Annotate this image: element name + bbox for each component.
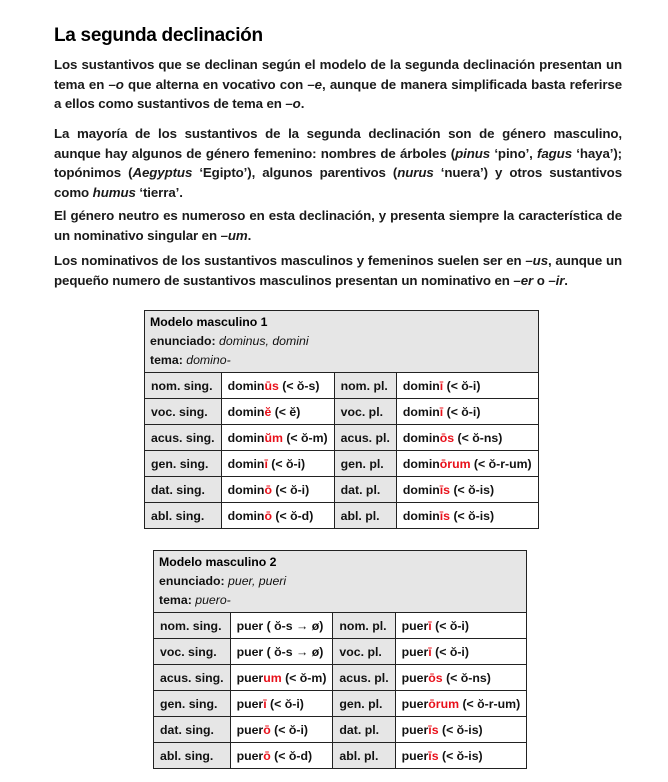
text-run: puer <box>236 722 264 737</box>
text-run: que alterna en vocativo con <box>123 76 308 92</box>
ending-highlight: īs <box>428 722 439 737</box>
case-label-plural: nom. pl. <box>334 373 396 399</box>
form-singular <box>221 373 334 399</box>
italic-term: humus <box>92 185 136 201</box>
form-plural <box>396 503 538 529</box>
form-singular <box>221 425 334 451</box>
text-run: domin <box>402 482 440 497</box>
model-heading: Modelo masculino 2 <box>159 555 277 569</box>
ending-highlight: ī <box>263 696 267 711</box>
text-run: (< ŏ-i) <box>270 722 308 737</box>
text-run: Los sustantivos que se declinan según el modelo de la segunda declinación presentan un tema en <box>54 57 622 92</box>
tema-label: tema: <box>159 593 192 607</box>
table-row <box>145 503 539 529</box>
table-row <box>154 691 527 717</box>
ending-highlight: ī <box>439 378 444 393</box>
form-singular <box>230 691 333 717</box>
text-run: (< ŏ-is) <box>450 482 495 497</box>
case-label-singular: dat. sing. <box>154 717 231 743</box>
text-run: puer <box>401 670 429 685</box>
table-header <box>154 551 527 613</box>
form-plural <box>396 451 538 477</box>
case-label-singular: acus. sing. <box>145 425 222 451</box>
case-label-plural: dat. pl. <box>333 717 395 743</box>
text-run: ‘pino’, <box>490 145 538 161</box>
form-singular <box>221 503 334 529</box>
text-run: domin <box>402 430 440 445</box>
text-run: puer <box>236 670 264 685</box>
italic-term: –e <box>307 76 322 92</box>
text-run: ‘tierra’. <box>135 185 183 201</box>
case-label-plural: voc. pl. <box>334 399 396 425</box>
ending-highlight: ī <box>428 644 432 659</box>
ending-highlight: ō <box>264 508 272 523</box>
ending-highlight: īs <box>428 748 439 763</box>
text-run: domin <box>227 508 265 523</box>
text-run: domin <box>227 456 265 471</box>
tema-value: puero- <box>195 593 231 607</box>
text-run: (< ŏ-m) <box>282 430 328 445</box>
text-run: puer <box>236 748 264 763</box>
case-label-plural: abl. pl. <box>334 503 396 529</box>
ending-highlight: ī <box>264 456 268 471</box>
table-row <box>145 373 539 399</box>
table-row <box>154 639 527 665</box>
table-row <box>154 613 527 639</box>
italic-term: –ir <box>548 272 565 288</box>
form-singular <box>230 639 333 665</box>
text-run: (< ŏ-s) <box>278 378 320 393</box>
table-row <box>154 665 527 691</box>
italic-term: nurus <box>397 165 434 181</box>
text-run: puer <box>401 696 429 711</box>
text-run: (< ŏ-is) <box>450 508 495 523</box>
ending-highlight: ŭm <box>264 430 283 445</box>
enunciado-line <box>150 332 532 351</box>
text-run: puer <box>401 722 429 737</box>
text-run: La mayoría de los sustantivos de la segunda declinación son de género masculino, aunque hay algunos de género femenino: nombres de árboles ( <box>54 126 622 161</box>
text-run: (< ŏ-r-um) <box>459 696 521 711</box>
tema-line <box>150 351 532 370</box>
text-run: domin <box>402 456 440 471</box>
text-run: (< ĕ) <box>271 404 301 419</box>
text-run: o <box>533 272 549 288</box>
case-label-singular: voc. sing. <box>154 639 231 665</box>
form-plural <box>395 717 527 743</box>
form-singular <box>221 399 334 425</box>
paragraph-nominatives <box>54 251 622 290</box>
text-run: domin <box>227 404 265 419</box>
case-label-plural: acus. pl. <box>333 665 395 691</box>
italic-term: –o <box>108 76 124 92</box>
ending-highlight: ūs <box>264 378 279 393</box>
tema-value: domino- <box>186 353 231 367</box>
case-label-singular: gen. sing. <box>145 451 222 477</box>
declension-table-model-1 <box>144 310 539 529</box>
form-plural <box>395 665 527 691</box>
form-plural <box>395 639 527 665</box>
text-run: domin <box>402 404 440 419</box>
case-label-plural: acus. pl. <box>334 425 396 451</box>
form-singular <box>230 717 333 743</box>
case-label-plural: voc. pl. <box>333 639 395 665</box>
case-label-plural: dat. pl. <box>334 477 396 503</box>
form-plural <box>395 613 527 639</box>
form-singular <box>230 613 333 639</box>
ending-highlight: ōs <box>439 430 455 445</box>
table-row <box>145 451 539 477</box>
table-header-row <box>145 311 539 373</box>
text-run: puer ( ŏ-s → ø) <box>236 618 324 633</box>
declension-table-model-2 <box>153 550 527 769</box>
text-run: . <box>247 227 252 243</box>
ending-highlight: ō <box>264 482 272 497</box>
case-label-singular: abl. sing. <box>154 743 231 769</box>
text-run: puer <box>401 618 429 633</box>
text-run: , aunque un pequeño numero de sustantivos masculinos presentan un nominativo en <box>54 253 622 288</box>
text-run: domin <box>227 482 265 497</box>
case-label-singular: dat. sing. <box>145 477 222 503</box>
text-run: . <box>564 272 568 288</box>
case-label-plural: gen. pl. <box>333 691 395 717</box>
text-run: (< ŏ-i) <box>443 404 481 419</box>
text-run: El género neutro es numeroso en esta declinación, y presenta siempre la característica de un nominativo singular en <box>54 208 622 243</box>
case-label-plural: nom. pl. <box>333 613 395 639</box>
italic-term: –um <box>220 227 248 243</box>
enunciado-label: enunciado: <box>150 334 216 348</box>
page-title: La segunda declinación <box>54 24 263 46</box>
text-run: (< ŏ-r-um) <box>470 456 532 471</box>
text-run: puer ( ŏ-s → ø) <box>236 644 324 659</box>
ending-highlight: ōrum <box>428 696 460 711</box>
italic-term: fagus <box>537 145 572 161</box>
text-run: (< ŏ-ns) <box>442 670 491 685</box>
text-run: (< ŏ-d) <box>271 508 314 523</box>
text-run: domin <box>402 508 440 523</box>
paragraph-gender <box>54 124 622 202</box>
form-singular <box>230 743 333 769</box>
model-heading: Modelo masculino 1 <box>150 315 268 329</box>
case-label-singular: nom. sing. <box>154 613 231 639</box>
table-row <box>145 477 539 503</box>
ending-highlight: īs <box>439 482 451 497</box>
text-run: Los nominativos de los sustantivos masculinos y femeninos suelen ser en <box>54 253 526 269</box>
ending-highlight: ō <box>263 748 271 763</box>
ending-highlight: ī <box>439 404 444 419</box>
paragraph-intro <box>54 55 622 114</box>
text-run: (< ŏ-i) <box>443 378 481 393</box>
table-header-row <box>154 551 527 613</box>
ending-highlight: ō <box>263 722 271 737</box>
enunciado-line <box>159 572 520 591</box>
italic-term: –o <box>285 96 301 112</box>
text-run: puer <box>236 696 264 711</box>
text-run: puer <box>401 748 429 763</box>
text-run: . <box>300 96 305 112</box>
case-label-singular: nom. sing. <box>145 373 222 399</box>
enunciado-value: dominus, domini <box>219 334 309 348</box>
form-singular <box>221 451 334 477</box>
text-run: (< ŏ-is) <box>438 748 483 763</box>
form-plural <box>396 399 538 425</box>
text-run: domin <box>227 430 265 445</box>
form-singular <box>221 477 334 503</box>
text-run: domin <box>227 378 265 393</box>
case-label-plural: abl. pl. <box>333 743 395 769</box>
tema-line <box>159 591 520 610</box>
text-run: (< ŏ-ns) <box>454 430 503 445</box>
text-run: (< ŏ-m) <box>281 670 327 685</box>
form-singular <box>230 665 333 691</box>
text-run: ‘nuera’) y otros sustantivos como <box>54 165 622 201</box>
table-header <box>145 311 539 373</box>
text-run: (< ŏ-i) <box>266 696 304 711</box>
paragraph-neuter <box>54 206 622 245</box>
case-label-singular: voc. sing. <box>145 399 222 425</box>
table-row <box>145 425 539 451</box>
form-plural <box>396 373 538 399</box>
ending-highlight: īs <box>439 508 451 523</box>
form-plural <box>396 425 538 451</box>
ending-highlight: ī <box>428 618 432 633</box>
italic-term: –us <box>525 253 548 269</box>
enunciado-label: enunciado: <box>159 574 225 588</box>
italic-term: Aegyptus <box>132 165 193 181</box>
italic-term: pinus <box>455 145 491 161</box>
text-run: , aunque de manera simplificada basta referirse a ellos como sustantivos de tema en <box>54 76 622 112</box>
enunciado-value: puer, pueri <box>228 574 287 588</box>
case-label-singular: acus. sing. <box>154 665 231 691</box>
text-run: (< ŏ-d) <box>270 748 313 763</box>
text-run: (< ŏ-i) <box>267 456 306 471</box>
text-run: ‘haya’); topónimos ( <box>54 145 622 181</box>
text-run: (< ŏ-is) <box>438 722 483 737</box>
table-row <box>154 717 527 743</box>
text-run: domin <box>402 378 440 393</box>
text-run: ‘Egipto’), algunos parentivos ( <box>192 165 398 181</box>
text-run: (< ŏ-i) <box>431 644 469 659</box>
table-row <box>154 743 527 769</box>
ending-highlight: um <box>263 670 282 685</box>
case-label-singular: abl. sing. <box>145 503 222 529</box>
form-plural <box>395 691 527 717</box>
case-label-singular: gen. sing. <box>154 691 231 717</box>
tema-label: tema: <box>150 353 183 367</box>
ending-highlight: ōrum <box>439 456 471 471</box>
text-run: puer <box>401 644 429 659</box>
ending-highlight: ĕ <box>264 404 272 419</box>
text-run: (< ŏ-i) <box>271 482 310 497</box>
italic-term: –er <box>513 272 534 288</box>
form-plural <box>396 477 538 503</box>
text-run: (< ŏ-i) <box>431 618 469 633</box>
form-plural <box>395 743 527 769</box>
table-row <box>145 399 539 425</box>
case-label-plural: gen. pl. <box>334 451 396 477</box>
ending-highlight: ōs <box>428 670 443 685</box>
